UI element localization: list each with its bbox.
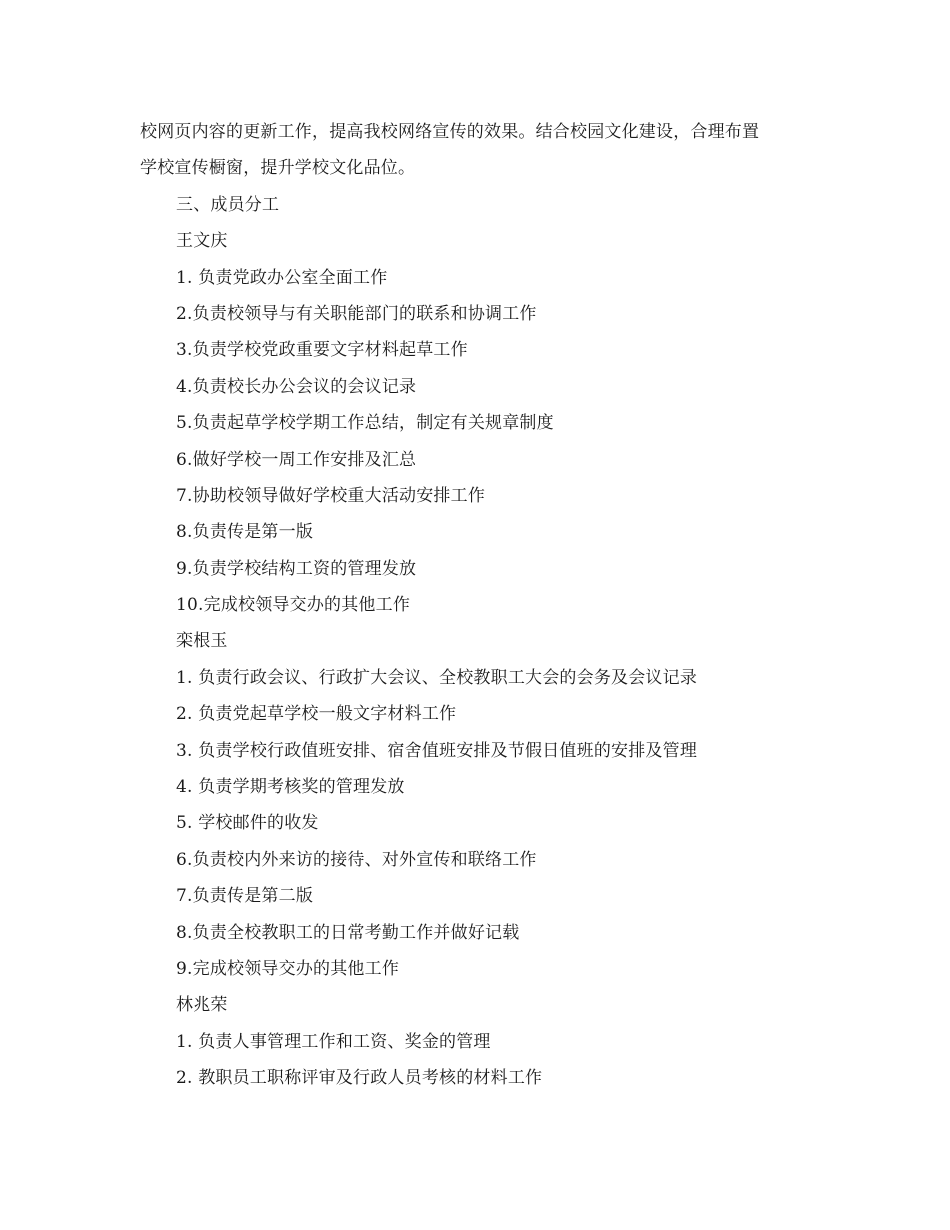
duty-item: 6.做好学校一周工作安排及汇总 — [176, 449, 417, 470]
duty-item: 4.负责校长办公会议的会议记录 — [176, 376, 417, 397]
duty-item: 8.负责传是第一版 — [176, 522, 314, 543]
duty-item: 7.协助校领导做好学校重大活动安排工作 — [176, 485, 486, 506]
duty-item: 9.负责学校结构工资的管理发放 — [176, 558, 417, 579]
duty-item: 5. 学校邮件的收发 — [176, 813, 319, 834]
intro-line: 学校宣传橱窗，提升学校文化品位。 — [140, 158, 416, 179]
duty-item: 1. 负责人事管理工作和工资、奖金的管理 — [176, 1031, 491, 1052]
duty-item: 2.负责校领导与有关职能部门的联系和协调工作 — [176, 303, 537, 324]
duty-item: 2. 负责党起草学校一般文字材料工作 — [176, 704, 457, 725]
duty-item: 7.负责传是第二版 — [176, 886, 314, 907]
duty-item: 2. 教职员工职称评审及行政人员考核的材料工作 — [176, 1068, 543, 1089]
member-name: 栾根玉 — [176, 631, 228, 652]
document-body — [140, 114, 820, 1097]
duty-item: 6.负责校内外来访的接待、对外宣传和联络工作 — [176, 849, 537, 870]
duty-item: 3.负责学校党政重要文字材料起草工作 — [176, 340, 468, 361]
duty-item: 8.负责全校教职工的日常考勤工作并做好记载 — [176, 922, 520, 943]
duty-item: 9.完成校领导交办的其他工作 — [176, 958, 400, 979]
duty-item: 1. 负责党政办公室全面工作 — [176, 267, 388, 288]
intro-line: 校网页内容的更新工作，提高我校网络宣传的效果。结合校园文化建设，合理布置 — [140, 122, 760, 142]
member-name: 王文庆 — [176, 231, 228, 252]
duty-item: 10.完成校领导交办的其他工作 — [176, 595, 411, 616]
section-heading: 三、成员分工 — [176, 194, 280, 215]
duty-item: 4. 负责学期考核奖的管理发放 — [176, 777, 405, 798]
duty-item: 3. 负责学校行政值班安排、宿舍值班安排及节假日值班的安排及管理 — [176, 740, 698, 761]
member-name: 林兆荣 — [176, 995, 228, 1016]
duty-item: 5.负责起草学校学期工作总结，制定有关规章制度 — [176, 413, 554, 434]
duty-item: 1. 负责行政会议、行政扩大会议、全校教职工大会的会务及会议记录 — [176, 667, 698, 688]
